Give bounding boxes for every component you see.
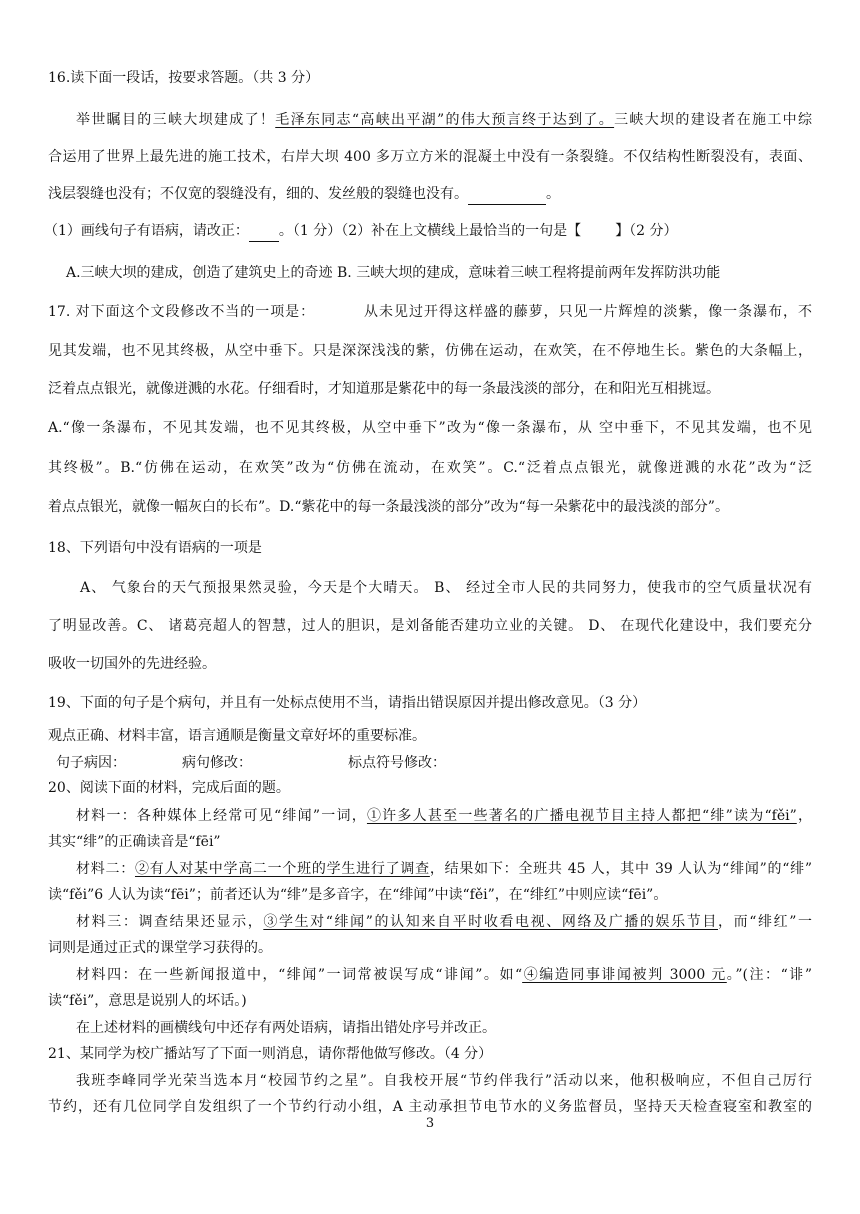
- q20-m2-underlined: ②有人对某中学高二一个班的学生进行了调查: [134, 861, 430, 877]
- q16-paragraph-line-3: [48, 184, 812, 205]
- q16-sub-1: （1）画线句子有语病，请改正：: [44, 223, 249, 239]
- q20-material-3: [76, 912, 812, 932]
- q16-subquestions: [44, 221, 812, 242]
- q17-passage-start: 从未见过开得这样盛的藤萝，只见一片辉煌的淡紫，像一条瀑布，不: [363, 304, 812, 320]
- q20-m4-text-b: 。”(注：“诽”: [726, 967, 812, 983]
- q17-option-line-3: 着点点银光，就像一幅灰白的长布”。D.“紫花中的每一条最浅淡的部分”改为“每一朵紫花中的最浅淡的部分”。: [48, 499, 729, 515]
- q17-option-line-1: A.“像一条瀑布，不见其发端，也不见其终极，从空中垂下”改为“像一条瀑布，从 空中垂下，不见其发端，也不见: [48, 420, 812, 436]
- q16-text-c: 浅层裂缝也没有；不仅宽的裂缝没有，细的、发丝般的裂缝也没有。: [48, 186, 468, 202]
- q20-m3-underlined: ③学生对“绯闻”的认知来自平时收看电视、网络及广播的娱乐节目: [263, 914, 718, 930]
- q20-task: 在上述材料的画横线句中还存有两处语病，请指出错处序号并改正。: [76, 1020, 496, 1036]
- q16-sub-2: 。（1 分）（2）补在上文横线上最恰当的一句是【: [278, 223, 582, 239]
- q16-text-end: 。: [546, 186, 560, 202]
- q20-m1-text: 材料一：各种媒体上经常可见“绯闻”一词，: [76, 808, 367, 824]
- q21-line-1: 我班李峰同学光荣当选本月“校园节约之星”。自我校开展“节约伴我行”活动以来，他积极响应，不但自己厉行: [76, 1073, 812, 1089]
- q16-text-b: 三峡大坝的建设者在施工中综: [614, 112, 812, 128]
- q20-material-3-cont: 词则是通过正式的课堂学习获得的。: [48, 940, 272, 956]
- q20-material-4-cont: 读“fěi”，意思是说别人的坏话。): [48, 993, 247, 1009]
- q20-m4-text: 材料四：在一些新闻报道中，“绯闻”一词常被误写成“诽闻”。如“: [76, 967, 523, 983]
- q19-reason-label: 句子病因：: [56, 755, 126, 771]
- q16-paragraph-line-1: [76, 110, 812, 130]
- q16-sub-3: 】（2 分）: [615, 223, 678, 239]
- q17-line-1: [48, 302, 812, 322]
- q16-options: A.三峡大坝的建成，创造了建筑史上的奇迹 B. 三峡大坝的建成，意味着三峡工程将提前两年发挥防洪功能: [66, 265, 721, 281]
- q18-title: 18、下列语句中没有语病的一项是: [48, 540, 262, 556]
- q20-m2-text-b: ，结果如下：全班共 45 人，其中 39 人认为“绯闻”的“绯”: [429, 861, 813, 877]
- q16-correction-blank: [249, 221, 279, 242]
- q18-line-3: 吸收一切国外的先进经验。: [48, 656, 216, 672]
- q20-material-1-cont: 其实“绯”的正确读音是“fēi”: [48, 834, 221, 850]
- q16-answer-blank: [468, 184, 546, 205]
- page-number: 3: [425, 1116, 435, 1131]
- q17-line-3: 泛着点点银光，就像迸溅的水花。仔细看时，才知道那是紫花中的每一条最浅淡的部分，在和阳光互相挑逗。: [48, 381, 720, 397]
- q20-material-2-cont: 读“fěi”6 人认为读“fēi”；前者还认为“绯”是多音字，在“绯闻”中读“fěi”，在“绯红”中则应读“fēi”。: [48, 887, 668, 903]
- q18-line-2: 了明显改善。C、 诸葛亮超人的智慧，过人的胆识，是刘备能否建功立业的关键。 D、 在现代化建设中，我们要充分: [48, 618, 812, 634]
- q16-text-a: 举世瞩目的三峡大坝建成了！: [76, 112, 276, 128]
- q18-line-1: A、 气象台的天气预报果然灵验，今天是个大晴天。 B、 经过全市人民的共同努力，使我市的空气质量状况有: [80, 580, 812, 596]
- q16-underlined-sentence: 毛泽东同志“高峡出平湖”的伟大预言终于达到了。: [275, 112, 615, 128]
- q19-title: 19、下面的句子是个病句，并且有一处标点使用不当，请指出错误原因并提出修改意见。（3 分）: [48, 695, 647, 711]
- q20-m1-comma: ，: [796, 808, 812, 824]
- q20-m2-text: 材料二：: [76, 861, 135, 877]
- q20-material-2: [76, 859, 812, 879]
- q16-title: 16.读下面一段话，按要求答题。（共 3 分）: [48, 70, 320, 86]
- q19-punct-label: 标点符号修改：: [348, 755, 446, 771]
- q19-answer-labels: [56, 753, 812, 773]
- q20-m3-text-b: ，而“绯红”一: [718, 914, 812, 930]
- q20-m3-text: 材料三：调查结果还显示，: [76, 914, 264, 930]
- q19-sentence: 观点正确、材料丰富，语言通顺是衡量文章好坏的重要标准。: [48, 728, 426, 744]
- q20-m4-underlined: ④编造同事诽闻被判 3000 元: [522, 967, 727, 983]
- q17-title: 17. 对下面这个文段修改不当的一项是：: [48, 304, 316, 320]
- q17-option-line-2: 其终极”。B.“仿佛在运动，在欢笑”改为“仿佛在流动，在欢笑”。C.“泛着点点银光，就像迸溅的水花”改为“泛: [48, 460, 812, 476]
- q19-fix-label: 病句修改：: [182, 755, 252, 771]
- q20-m1-underlined: ①许多人甚至一些著名的广播电视节目主持人都把“绯”读为“fěi”: [366, 808, 797, 824]
- q20-title: 20、阅读下面的材料，完成后面的题。: [48, 780, 290, 796]
- q17-line-2: 见其发端，也不见其终极，从空中垂下。只是深深浅浅的紫，仿佛在运动，在欢笑，在不停地生长。紫色的大条幅上，: [48, 343, 812, 359]
- q21-title: 21、某同学为校广播站写了下面一则消息，请你帮他做写修改。（4 分）: [48, 1046, 493, 1062]
- q20-material-1: [76, 806, 812, 826]
- q21-line-2: 节约，还有几位同学自发组织了一个节约行动小组，A 主动承担节电节水的义务监督员，坚持天天检查寝室和教室的: [48, 1099, 812, 1115]
- q16-paragraph-line-2: 合运用了世界上最先进的施工技术，右岸大坝 400 多万立方米的混凝土中没有一条裂缝。不仅结构性断裂没有，表面、: [48, 149, 812, 165]
- q20-material-4: [76, 965, 812, 985]
